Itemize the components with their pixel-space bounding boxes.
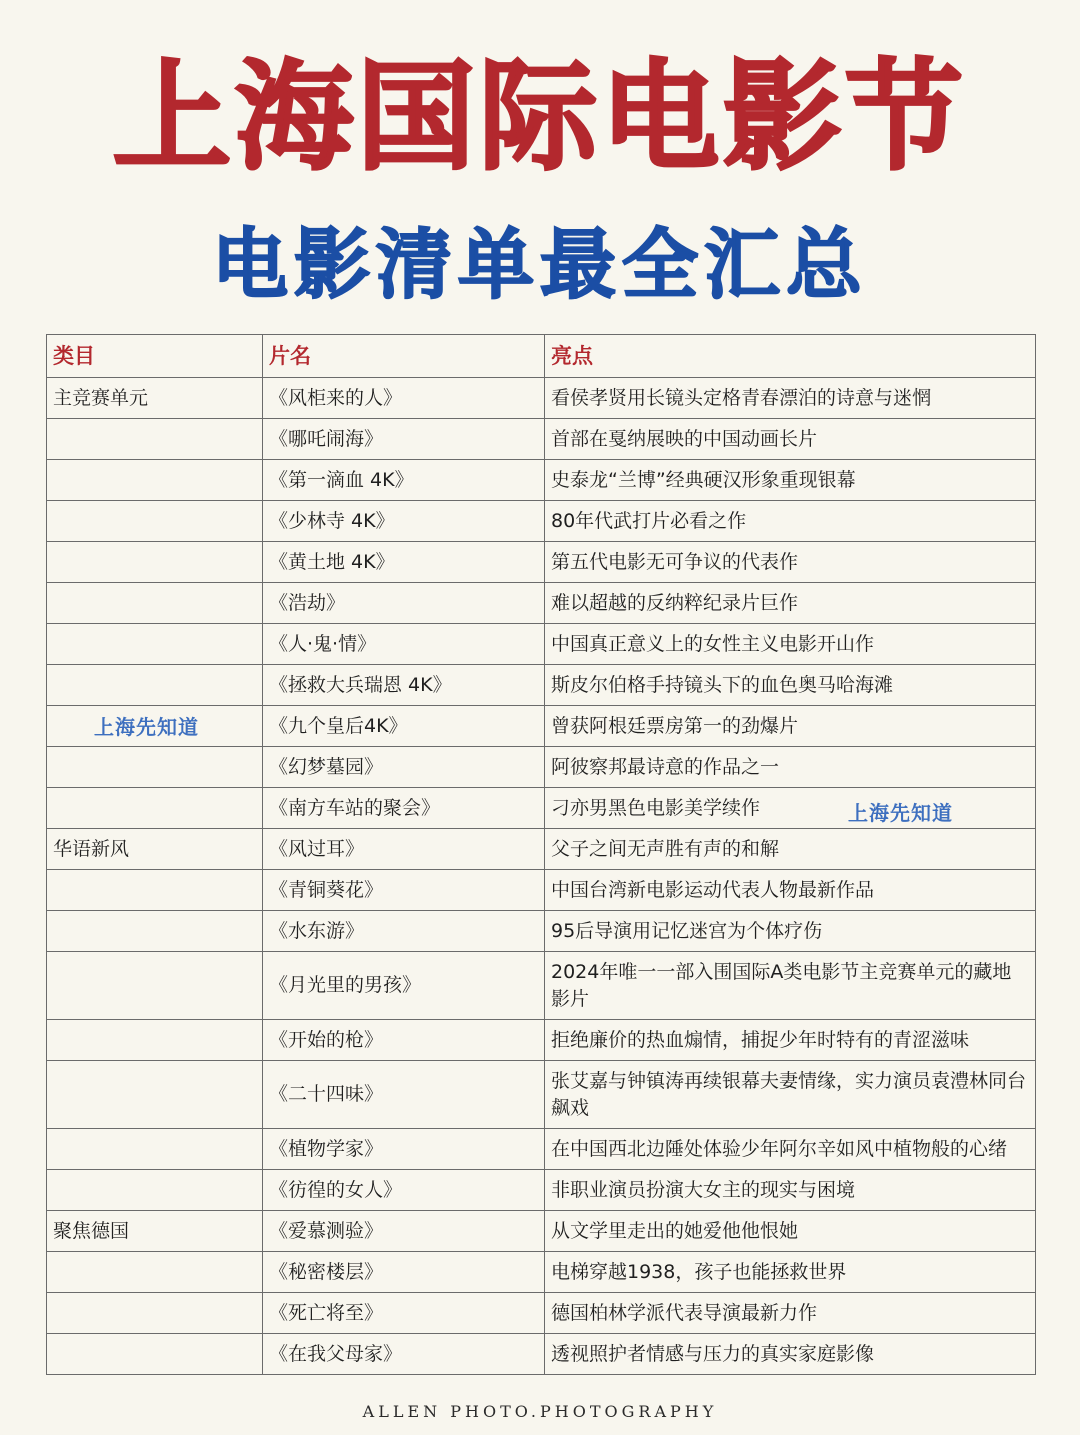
cell-film: 《秘密楼层》	[263, 1252, 545, 1293]
watermark-right: 上海先知道	[848, 801, 953, 825]
table-row	[47, 747, 1036, 788]
header-film: 片名	[263, 335, 545, 378]
cell-film: 《九个皇后4K》	[263, 706, 545, 747]
cell-highlight: 刁亦男黑色电影美学续作	[545, 788, 1036, 829]
header-category: 类目	[47, 335, 263, 378]
cell-highlight: 史泰龙“兰博”经典硬汉形象重现银幕	[545, 460, 1036, 501]
table-row	[47, 460, 1036, 501]
cell-highlight: 曾获阿根廷票房第一的劲爆片	[545, 706, 1036, 747]
cell-film: 《南方车站的聚会》	[263, 788, 545, 829]
cell-film: 《风柜来的人》	[263, 378, 545, 419]
cell-highlight: 德国柏林学派代表导演最新力作	[545, 1293, 1036, 1334]
table-row	[47, 583, 1036, 624]
cell-highlight: 电梯穿越1938，孩子也能拯救世界	[545, 1252, 1036, 1293]
cell-category	[47, 911, 263, 952]
cell-film: 《二十四味》	[263, 1061, 545, 1129]
cell-highlight: 从文学里走出的她爱他他恨她	[545, 1211, 1036, 1252]
cell-category	[47, 1170, 263, 1211]
cell-highlight: 阿彼察邦最诗意的作品之一	[545, 747, 1036, 788]
cell-film: 《浩劫》	[263, 583, 545, 624]
table-row	[47, 1334, 1036, 1375]
cell-film: 《开始的枪》	[263, 1020, 545, 1061]
cell-highlight: 中国台湾新电影运动代表人物最新作品	[545, 870, 1036, 911]
cell-category	[47, 1334, 263, 1375]
cell-film: 《死亡将至》	[263, 1293, 545, 1334]
header-highlight: 亮点	[545, 335, 1036, 378]
cell-highlight: 首部在戛纳展映的中国动画长片	[545, 419, 1036, 460]
page-title: 上海国际电影节	[112, 48, 967, 186]
cell-highlight: 中国真正意义上的女性主义电影开山作	[545, 624, 1036, 665]
cell-highlight: 难以超越的反纳粹纪录片巨作	[545, 583, 1036, 624]
cell-category	[47, 665, 263, 706]
cell-category	[47, 1020, 263, 1061]
table-row	[47, 1170, 1036, 1211]
cell-film: 《黄土地 4K》	[263, 542, 545, 583]
table-header-row	[47, 335, 1036, 378]
table-row	[47, 911, 1036, 952]
cell-highlight: 第五代电影无可争议的代表作	[545, 542, 1036, 583]
cell-category: 聚焦德国	[47, 1211, 263, 1252]
watermark-left: 上海先知道	[94, 715, 199, 739]
cell-highlight: 父子之间无声胜有声的和解	[545, 829, 1036, 870]
table-row	[47, 829, 1036, 870]
cell-film: 《风过耳》	[263, 829, 545, 870]
cell-category	[47, 870, 263, 911]
table-row	[47, 624, 1036, 665]
table-row	[47, 1211, 1036, 1252]
cell-highlight: 看侯孝贤用长镜头定格青春漂泊的诗意与迷惘	[545, 378, 1036, 419]
cell-highlight: 非职业演员扮演大女主的现实与困境	[545, 1170, 1036, 1211]
cell-category	[47, 1129, 263, 1170]
cell-film: 《哪吒闹海》	[263, 419, 545, 460]
cell-highlight: 斯皮尔伯格手持镜头下的血色奥马哈海滩	[545, 665, 1036, 706]
table-row	[47, 665, 1036, 706]
table-row	[47, 378, 1036, 419]
cell-category	[47, 788, 263, 829]
cell-category	[47, 624, 263, 665]
table-row	[47, 542, 1036, 583]
cell-category	[47, 460, 263, 501]
cell-film: 《爱慕测验》	[263, 1211, 545, 1252]
cell-highlight: 95后导演用记忆迷宫为个体疗伤	[545, 911, 1036, 952]
cell-film: 《少林寺 4K》	[263, 501, 545, 542]
film-list-table	[46, 334, 1036, 1375]
cell-film: 《植物学家》	[263, 1129, 545, 1170]
table-row	[47, 952, 1036, 1020]
footer-credit: ALLEN PHOTO.PHOTOGRAPHY	[362, 1402, 718, 1421]
table-row	[47, 1129, 1036, 1170]
table-row	[47, 419, 1036, 460]
cell-category	[47, 747, 263, 788]
cell-film: 《拯救大兵瑞恩 4K》	[263, 665, 545, 706]
cell-film: 《青铜葵花》	[263, 870, 545, 911]
page-subtitle: 电影清单最全汇总	[212, 220, 868, 309]
cell-category: 主竞赛单元	[47, 378, 263, 419]
table-row	[47, 870, 1036, 911]
cell-film: 《水东游》	[263, 911, 545, 952]
cell-highlight: 在中国西北边陲处体验少年阿尔辛如风中植物般的心绪	[545, 1129, 1036, 1170]
cell-category	[47, 419, 263, 460]
cell-film: 《彷徨的女人》	[263, 1170, 545, 1211]
table-row	[47, 1061, 1036, 1129]
cell-category	[47, 1061, 263, 1129]
table-row	[47, 1252, 1036, 1293]
cell-highlight: 2024年唯一一部入围国际A类电影节主竞赛单元的藏地影片	[545, 952, 1036, 1020]
cell-category	[47, 542, 263, 583]
cell-film: 《人·鬼·情》	[263, 624, 545, 665]
cell-highlight: 80年代武打片必看之作	[545, 501, 1036, 542]
cell-film: 《幻梦墓园》	[263, 747, 545, 788]
cell-highlight: 拒绝廉价的热血煽情，捕捉少年时特有的青涩滋味	[545, 1020, 1036, 1061]
cell-film: 《第一滴血 4K》	[263, 460, 545, 501]
cell-category	[47, 952, 263, 1020]
table-row	[47, 501, 1036, 542]
cell-film: 《在我父母家》	[263, 1334, 545, 1375]
table-row	[47, 1293, 1036, 1334]
cell-highlight: 张艾嘉与钟镇涛再续银幕夫妻情缘，实力演员袁澧林同台飙戏	[545, 1061, 1036, 1129]
cell-highlight: 透视照护者情感与压力的真实家庭影像	[545, 1334, 1036, 1375]
cell-film: 《月光里的男孩》	[263, 952, 545, 1020]
cell-category	[47, 501, 263, 542]
cell-category	[47, 1252, 263, 1293]
cell-category: 华语新风	[47, 829, 263, 870]
table-row	[47, 1020, 1036, 1061]
cell-category	[47, 1293, 263, 1334]
cell-category	[47, 583, 263, 624]
